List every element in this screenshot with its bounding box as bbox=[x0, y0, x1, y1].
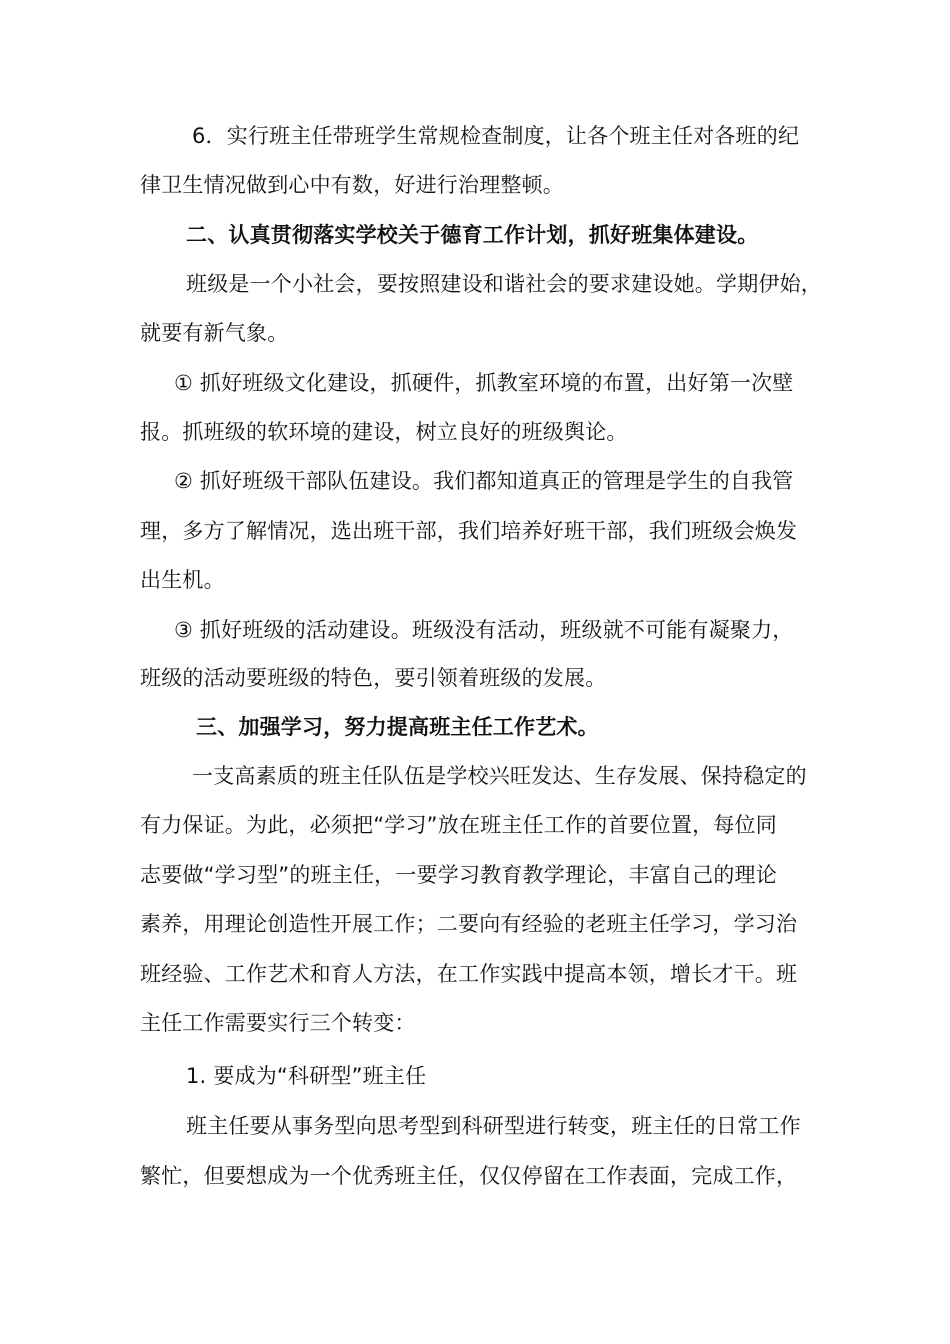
paragraph-line-19: 主任工作需要实行三个转变： bbox=[140, 1011, 416, 1035]
paragraph-line-17: 素养，用理论创造性开展工作；二要向有经验的老班主任学习，学习治 bbox=[140, 912, 798, 936]
paragraph-line-16: 志要做“学习型”的班主任，一要学习教育教学理论，丰富自己的理论 bbox=[140, 863, 777, 887]
list-item-1-line-2: 报。抓班级的软环境的建设，树立良好的班级舆论。 bbox=[140, 420, 628, 444]
list-item-2-line-3: 出生机。 bbox=[140, 568, 225, 592]
paragraph-line-15: 有力保证。为此，必须把“学习”放在班主任工作的首要位置，每位同 bbox=[140, 813, 777, 837]
subheading-1: 1. 要成为“科研型”班主任 bbox=[186, 1064, 427, 1088]
list-item-3-line-1: ③ 抓好班级的活动建设。班级没有活动，班级就不可能有凝聚力， bbox=[174, 618, 794, 642]
list-item-2-line-2: 理，多方了解情况，选出班干部，我们培养好班干部，我们班级会焕发 bbox=[140, 519, 798, 543]
paragraph-line-21: 班主任要从事务型向思考型到科研型进行转变，班主任的日常工作 bbox=[186, 1114, 801, 1138]
list-item-3-line-2: 班级的活动要班级的特色，要引领着班级的发展。 bbox=[140, 666, 607, 690]
paragraph-line-4: 班级是一个小社会，要按照建设和谐社会的要求建设她。学期伊始， bbox=[186, 272, 822, 296]
list-item-1-line-1: ① 抓好班级文化建设，抓硬件，抓教室环境的布置，出好第一次壁 bbox=[174, 371, 794, 395]
paragraph-line-18: 班经验、工作艺术和育人方法，在工作实践中提高本领，增长才干。班 bbox=[140, 962, 798, 986]
section-heading-2: 二、认真贯彻落实学校关于德育工作计划，抓好班集体建设。 bbox=[186, 223, 759, 247]
paragraph-line-14: 一支高素质的班主任队伍是学校兴旺发达、生存发展、保持稳定的 bbox=[192, 764, 807, 788]
section-heading-3: 三、加强学习，努力提高班主任工作艺术。 bbox=[196, 715, 599, 739]
paragraph-line-22: 繁忙，但要想成为一个优秀班主任，仅仅停留在工作表面，完成工作， bbox=[140, 1164, 798, 1188]
list-item-2-line-1: ② 抓好班级干部队伍建设。我们都知道真正的管理是学生的自我管 bbox=[174, 469, 794, 493]
paragraph-line-5: 就要有新气象。 bbox=[140, 321, 289, 345]
paragraph-line-2: 律卫生情况做到心中有数，好进行治理整顿。 bbox=[140, 173, 564, 197]
paragraph-line-1: 6．实行班主任带班学生常规检查制度，让各个班主任对各班的纪 bbox=[192, 124, 800, 148]
